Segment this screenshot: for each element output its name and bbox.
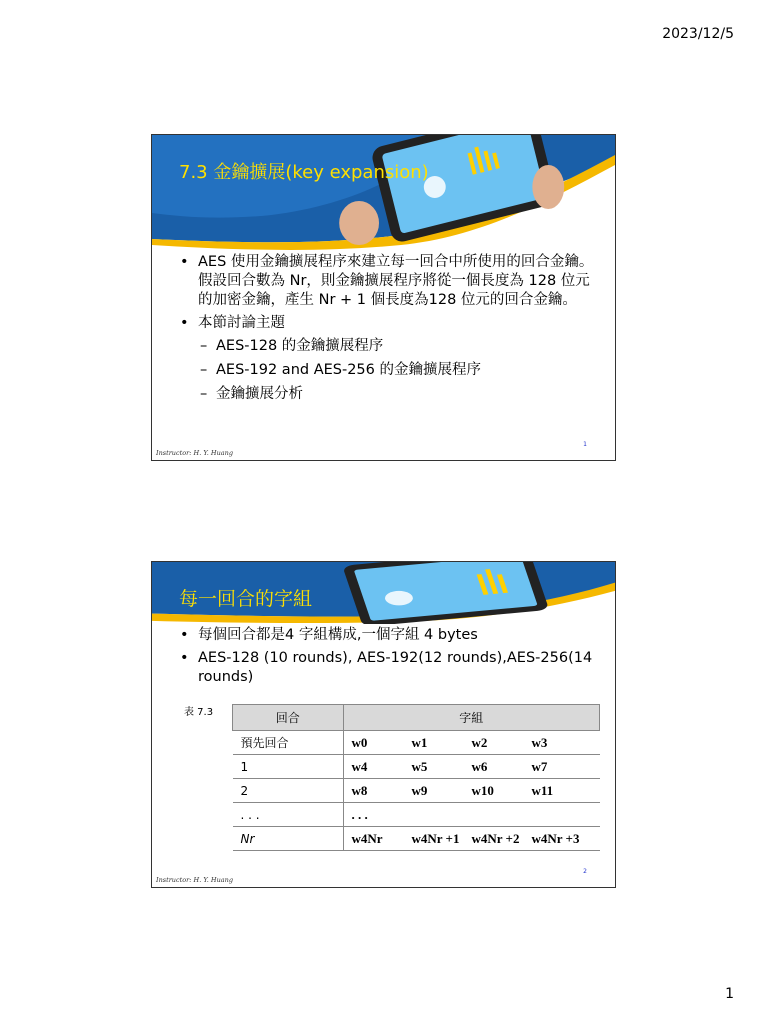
word-label: w7 <box>531 758 548 774</box>
sub-item: – AES-192 and AES-256 的金鑰擴展程序 <box>200 362 481 378</box>
slide-number: 2 <box>583 868 587 875</box>
words-cell <box>343 779 600 803</box>
table-row <box>233 803 600 827</box>
table-row <box>233 827 600 851</box>
round-cell: Nr <box>233 827 344 851</box>
bullet-item: • 每個回合都是4 字組構成,一個字組 4 bytes <box>176 626 597 645</box>
words-cell <box>343 731 600 755</box>
sub-item-label: AES-192 and AES-256 的金鑰擴展程序 <box>216 362 481 378</box>
page-number: 1 <box>725 986 734 1002</box>
slide-banner <box>152 135 615 255</box>
word-label: w1 <box>411 734 428 750</box>
word-label: w4Nr +2 <box>471 830 520 846</box>
sub-item: – AES-128 的金鑰擴展程序 <box>200 338 384 354</box>
sub-item-label: AES-128 的金鑰擴展程序 <box>216 338 384 354</box>
column-header: 字組 <box>343 705 600 731</box>
word-label: w6 <box>471 758 488 774</box>
table-label: 表 7.3 <box>184 707 214 718</box>
word-label: w2 <box>471 734 488 750</box>
table-row <box>233 755 600 779</box>
word-label: w3 <box>531 734 548 750</box>
word-label: w0 <box>351 734 368 750</box>
word-label: . . . <box>351 806 368 822</box>
word-label: w9 <box>411 782 428 798</box>
slide-title: 7.3 金鑰擴展(key expansion) <box>179 162 429 183</box>
word-label: w4Nr <box>351 830 383 846</box>
sub-item-label: 金鑰擴展分析 <box>216 386 303 402</box>
word-label: w4Nr +3 <box>531 830 580 846</box>
word-label: w4Nr +1 <box>411 830 460 846</box>
bullet-item: • 本節討論主題 <box>176 314 597 333</box>
table-row <box>233 731 600 755</box>
round-cell: 2 <box>233 779 344 803</box>
word-label: w8 <box>351 782 368 798</box>
slide-title: 每一回合的字組 <box>179 588 313 610</box>
bullet-item: • AES 使用金鑰擴展程序來建立每一回合中所使用的回合金鑰。假設回合數為 Nr，則金鑰擴展程序將從一個長度為 128 位元的加密金鑰，產生 Nr + 1 個長度為128 位元的回合金鑰。 <box>176 253 597 310</box>
word-label: w4 <box>351 758 368 774</box>
slide-1 <box>151 134 616 461</box>
round-cell: . . . <box>233 803 344 827</box>
slide-number: 1 <box>583 441 587 448</box>
round-cell: 預先回合 <box>233 731 344 755</box>
slide-2 <box>151 561 616 888</box>
bullet-item: • AES-128 (10 rounds), AES-192(12 rounds),AES-256(14 rounds) <box>176 649 597 687</box>
word-label: w11 <box>531 782 554 798</box>
sub-item: – 金鑰擴展分析 <box>200 386 303 402</box>
instructor-credit: Instructor: H. Y. Huang <box>156 876 233 884</box>
page-date: 2023/12/5 <box>662 26 734 42</box>
round-cell: 1 <box>233 755 344 779</box>
round-words-table <box>232 704 600 851</box>
words-cell <box>343 755 600 779</box>
bullet-list <box>176 253 597 409</box>
column-header: 回合 <box>233 705 344 731</box>
table-row <box>233 779 600 803</box>
words-cell <box>343 827 600 851</box>
bullet-list <box>176 626 597 691</box>
word-label: w5 <box>411 758 428 774</box>
word-label: w10 <box>471 782 494 798</box>
table-header-row <box>233 705 600 731</box>
words-cell <box>343 803 600 827</box>
instructor-credit: Instructor: H. Y. Huang <box>156 449 233 457</box>
